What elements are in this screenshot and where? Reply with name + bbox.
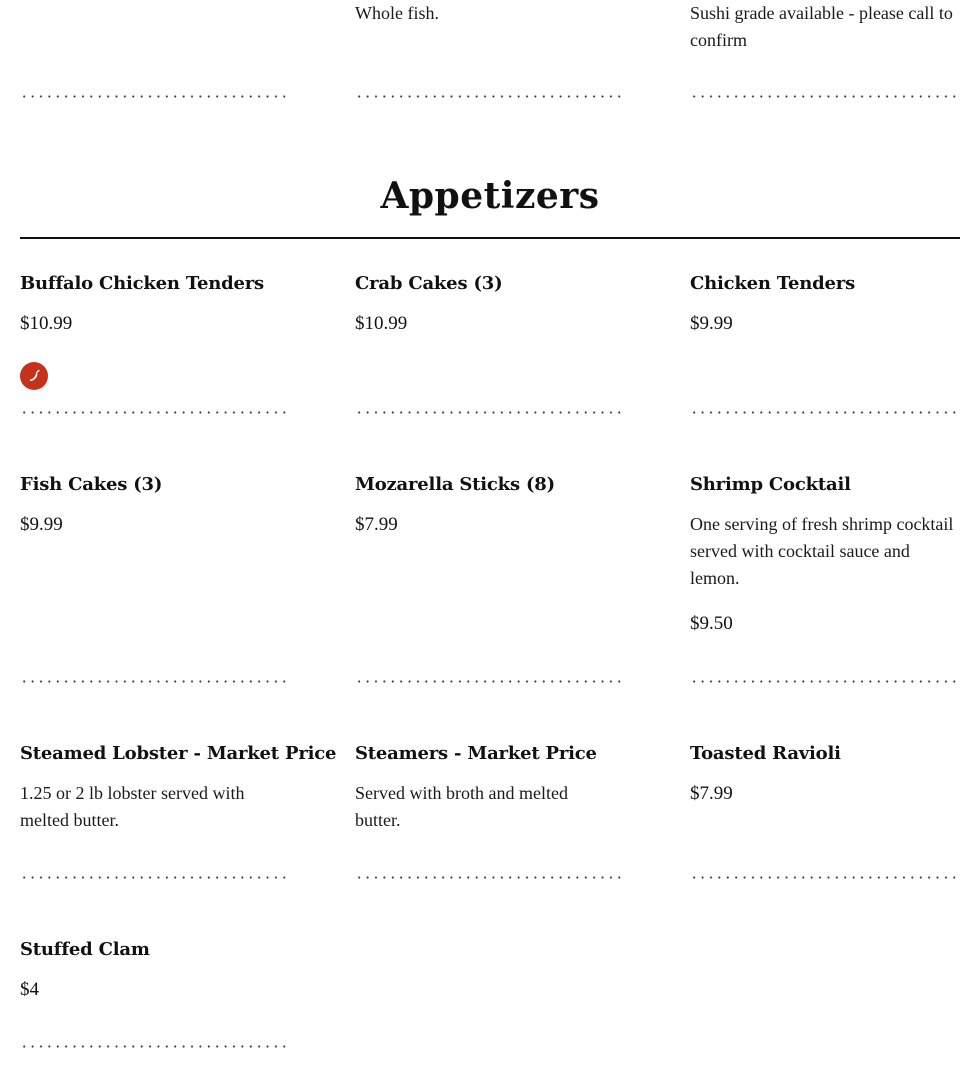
item-price: $9.99 [690, 313, 733, 334]
item-description: Served with broth and melted butter. [355, 783, 568, 830]
item-description: Sushi grade available - please call to confirm [690, 3, 953, 50]
item-name[interactable]: Shrimp Cocktail [690, 474, 851, 495]
dotted-divider [690, 680, 960, 683]
dotted-divider [690, 876, 960, 879]
item-price: $10.99 [355, 313, 408, 334]
item-name[interactable]: Mozarella Sticks (8) [355, 474, 555, 495]
dotted-divider [20, 1045, 290, 1048]
item-name[interactable]: Crab Cakes (3) [355, 273, 503, 294]
dotted-divider [355, 95, 625, 98]
dotted-divider [355, 876, 625, 879]
item-name[interactable]: Steamed Lobster - Market Price [20, 743, 337, 764]
item-name[interactable]: Buffalo Chicken Tenders [20, 273, 264, 294]
item-name[interactable]: Steamers - Market Price [355, 743, 597, 764]
section-title: Appetizers [380, 175, 600, 217]
dotted-divider [690, 411, 960, 414]
dotted-divider [20, 680, 290, 683]
item-name[interactable]: Fish Cakes (3) [20, 474, 163, 495]
item-description: 1.25 or 2 lb lobster served with melted butter. [20, 783, 245, 830]
item-price: $7.99 [355, 514, 398, 535]
item-name[interactable]: Toasted Ravioli [690, 743, 841, 764]
item-price: $10.99 [20, 313, 73, 334]
dotted-divider [20, 95, 290, 98]
dotted-divider [355, 680, 625, 683]
item-name[interactable]: Stuffed Clam [20, 939, 150, 960]
dotted-divider [20, 411, 290, 414]
item-price: $9.50 [690, 613, 733, 634]
item-name[interactable]: Chicken Tenders [690, 273, 856, 294]
chili-pepper-icon [20, 362, 48, 390]
dotted-divider [690, 95, 960, 98]
dotted-divider [355, 411, 625, 414]
item-price: $7.99 [690, 783, 733, 804]
item-description: Whole fish. [355, 3, 439, 23]
item-price: $9.99 [20, 514, 63, 535]
section-rule [20, 237, 960, 239]
dotted-divider [20, 876, 290, 879]
item-description: One serving of fresh shrimp cocktail served with cocktail sauce and lemon. [690, 514, 954, 588]
item-price: $4 [20, 979, 39, 1000]
